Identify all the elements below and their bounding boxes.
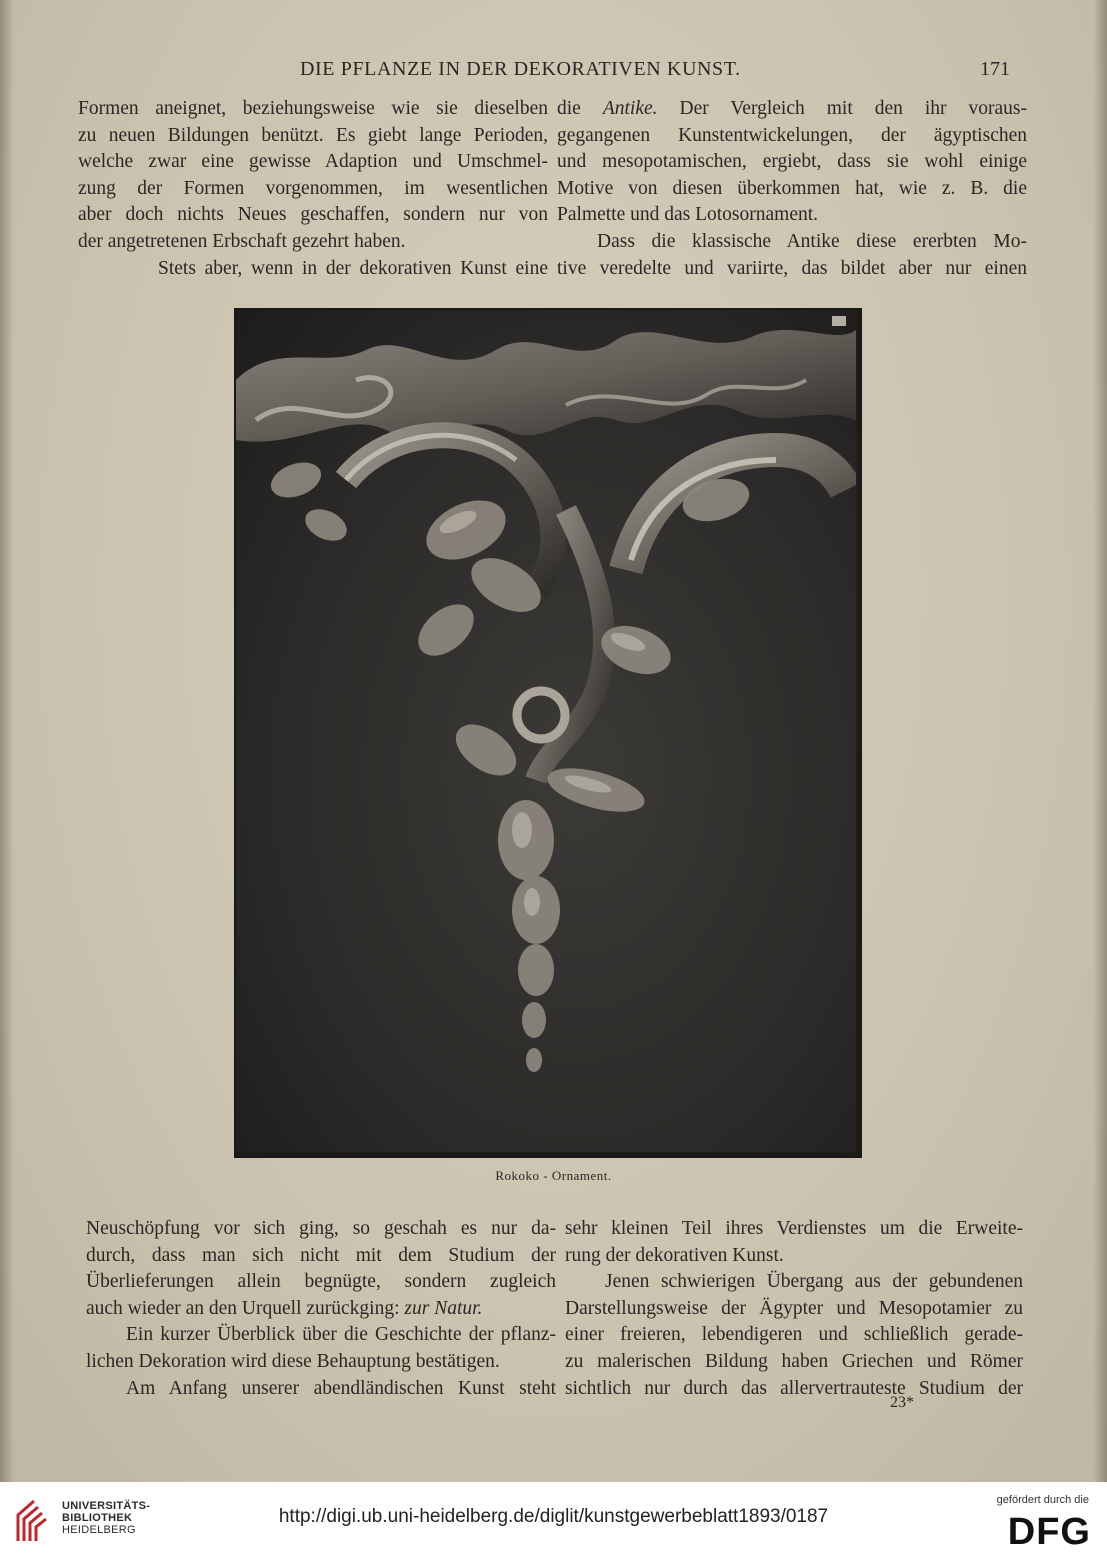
text-fragment: auch wieder an den Urquell zurückging: xyxy=(86,1297,400,1319)
library-line: BIBLIOTHEK xyxy=(62,1512,133,1524)
text-line: sichtlich nur durch das allervertrauteste Studium der xyxy=(565,1377,1023,1399)
page-number: 171 xyxy=(980,58,1010,80)
library-line: UNIVERSITÄTS- xyxy=(62,1500,151,1512)
funded-by-label: gefördert durch die xyxy=(996,1494,1089,1506)
ornament-image xyxy=(236,310,856,1152)
text-line: Formen aneignet, beziehungsweise wie sie dieselben xyxy=(78,98,548,119)
text-column-bottom-left xyxy=(86,1216,556,1402)
text-line: Palmette und das Lotosornament. xyxy=(557,204,819,226)
text-fragment: die xyxy=(557,98,581,119)
page-edge-right xyxy=(1093,0,1107,1482)
text-line: zu neuen Bildungen benützt. Es giebt lange Perioden, xyxy=(78,124,548,146)
text-line: Ein kurzer Überblick über die Geschichte der pflanz- xyxy=(126,1324,556,1346)
dfg-logo[interactable]: DFG xyxy=(1007,1511,1091,1553)
text-line: aber doch nichts Neues geschaffen, sondern nur von xyxy=(78,204,548,226)
rococo-ornament-plate xyxy=(234,308,862,1158)
text-line: Motive von diesen überkommen hat, wie z. B. die xyxy=(557,177,1027,199)
text-line: lichen Dekoration wird diese Behauptung bestätigen. xyxy=(86,1350,500,1372)
text-line: einer freieren, lebendigeren und schließlich gerade- xyxy=(565,1324,1023,1346)
text-line: gegangenen Kunstentwickelungen, der ägyptischen xyxy=(557,124,1027,146)
permalink-url[interactable]: http://digi.ub.uni-heidelberg.de/diglit/kunstgewerbeblatt1893/0187 xyxy=(278,1506,829,1527)
text-line: Neuschöpfung vor sich ging, so geschah es nur da- xyxy=(86,1218,556,1239)
text-line: durch, dass man sich nicht mit dem Studium der xyxy=(86,1244,556,1266)
text-column-top-left xyxy=(78,96,548,282)
text-line: rung der dekorativen Kunst. xyxy=(565,1244,784,1266)
text-line: Überlieferungen allein begnügte, sondern zugleich xyxy=(86,1271,556,1293)
text-line: Am Anfang unserer abendländischen Kunst steht xyxy=(126,1377,556,1399)
text-line: und mesopotamischen, ergiebt, dass sie wohl einige xyxy=(557,151,1027,173)
text-line xyxy=(86,1296,556,1323)
text-line: Darstellungsweise der Ägypter und Mesopotamier zu xyxy=(565,1297,1023,1319)
footer-bar xyxy=(0,1482,1107,1562)
text-line: Dass die klassische Antike diese ererbten Mo- xyxy=(597,230,1027,252)
text-line: tive veredelte und variirte, das bildet aber nur einen xyxy=(557,257,1027,279)
text-fragment: Der Vergleich mit den ihr voraus- xyxy=(679,98,1028,119)
signature-mark: 23* xyxy=(890,1394,914,1411)
library-line: HEIDELBERG xyxy=(62,1524,136,1536)
text-column-top-right xyxy=(557,96,1027,282)
text-line xyxy=(557,96,1027,123)
text-line: zu malerischen Bildung haben Griechen und Römer xyxy=(565,1350,1023,1372)
running-head: DIE PFLANZE IN DER DEKORATIVEN KUNST. xyxy=(300,58,741,80)
text-line: Stets aber, wenn in der dekorativen Kunst eine xyxy=(158,257,548,279)
text-line: welche zwar eine gewisse Adaption und Umschmel- xyxy=(78,151,548,173)
figure-caption: Rokoko - Ornament. xyxy=(495,1168,612,1183)
text-line: Jenen schwierigen Übergang aus der gebundenen xyxy=(605,1271,1023,1293)
emphasis-zur-natur: zur Natur. xyxy=(404,1297,483,1319)
text-line: der angetretenen Erbschaft gezehrt haben. xyxy=(78,230,406,252)
page-edge-left xyxy=(0,0,14,1482)
text-column-bottom-right xyxy=(565,1216,1023,1402)
text-line: zung der Formen vorgenommen, im wesentlichen xyxy=(78,177,548,199)
emphasis-antike: Antike. xyxy=(602,98,658,119)
text-line: sehr kleinen Teil ihres Verdienstes um die Erweite- xyxy=(565,1218,1023,1239)
